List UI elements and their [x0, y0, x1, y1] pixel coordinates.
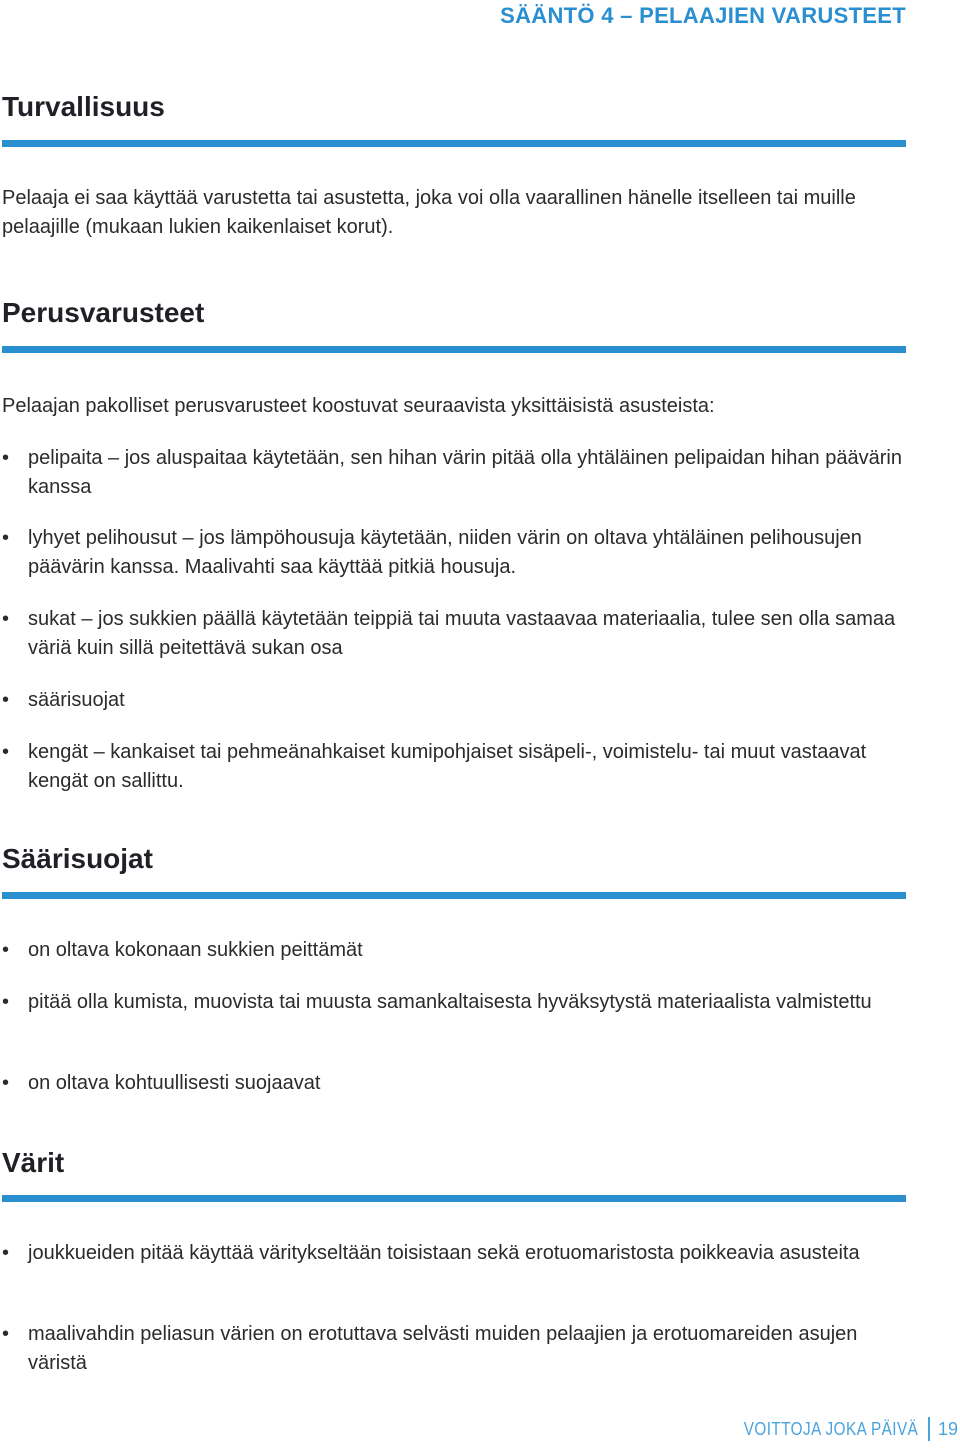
section-heading-varit: Värit [2, 1147, 65, 1178]
section-divider [2, 346, 906, 353]
section-heading-perusvarusteet: Perusvarusteet [2, 297, 205, 328]
page-footer [713, 1416, 960, 1442]
list-item-text: sukat – jos sukkien päällä käytetään teippiä tai muuta vastaavaa materiaalia, tulee sen olla samaa väriä kuin sillä peitettävä sukan osa [28, 608, 896, 659]
list-item-text: lyhyet pelihousut – jos lämpöhousuja käytetään, niiden värin on oltava yhtäläinen pelihousujen päävärin kanssa. Maalivahti saa käyttää pitkiä housuja. [28, 527, 862, 578]
section-divider [2, 892, 906, 899]
list-item-text: maalivahdin peliasun värien on erotuttava selvästi muiden pelaajien ja erotuomareiden asujen väristä [28, 1323, 858, 1374]
bullet-icon: • [2, 991, 10, 1013]
turvallisuus-paragraph: Pelaaja ei saa käyttää varustetta tai asustetta, joka voi olla vaarallinen hänelle itselleen tai muille pelaajille (mukaan lukien kaikenlaiset korut). [2, 187, 856, 238]
perusvarusteet-intro: Pelaajan pakolliset perusvarusteet koostuvat seuraavista yksittäisistä asusteista: [2, 395, 715, 417]
bullet-icon: • [2, 1323, 10, 1345]
section-varit [2, 1146, 906, 1180]
list-item-text: pitää olla kumista, muovista tai muusta samankaltaisesta hyväksytystä materiaalista valmistettu [28, 991, 872, 1013]
bullet-icon: • [2, 527, 10, 549]
bullet-icon: • [2, 447, 10, 469]
section-saarisuojat [2, 842, 906, 876]
page-number: 19 [937, 1418, 958, 1439]
bullet-icon: • [2, 1242, 10, 1264]
bullet-icon: • [2, 689, 10, 711]
list-item-text: pelipaita – jos aluspaitaa käytetään, sen hihan värin pitää olla yhtäläinen pelipaidan hihan päävärin kanssa [28, 447, 902, 498]
section-heading-saarisuojat: Säärisuojat [2, 843, 153, 874]
bullet-icon: • [2, 608, 10, 630]
footer-brand: VOITTOJA JOKA PÄIVÄ [743, 1418, 918, 1439]
bullet-icon: • [2, 741, 10, 763]
section-perusvarusteet [2, 296, 906, 330]
section-heading-turvallisuus: Turvallisuus [2, 91, 165, 122]
page-header-title: SÄÄNTÖ 4 – PELAAJIEN VARUSTEET [500, 3, 906, 28]
section-divider [2, 1195, 906, 1202]
bullet-icon: • [2, 939, 10, 961]
section-turvallisuus [2, 90, 906, 124]
section-divider [2, 140, 906, 147]
list-item-text: on oltava kohtuullisesti suojaavat [28, 1072, 321, 1094]
list-item-text: säärisuojat [28, 689, 125, 711]
footer-divider [928, 1417, 930, 1441]
list-item-text: joukkueiden pitää käyttää väritykseltään toisistaan sekä erotuomaristosta poikkeavia asusteita [28, 1242, 860, 1264]
list-item-text: kengät – kankaiset tai pehmeänahkaiset kumipohjaiset sisäpeli-, voimistelu- tai muut vastaavat kengät on sallittu. [28, 741, 867, 792]
list-item-text: on oltava kokonaan sukkien peittämät [28, 939, 363, 961]
bullet-icon: • [2, 1072, 10, 1094]
